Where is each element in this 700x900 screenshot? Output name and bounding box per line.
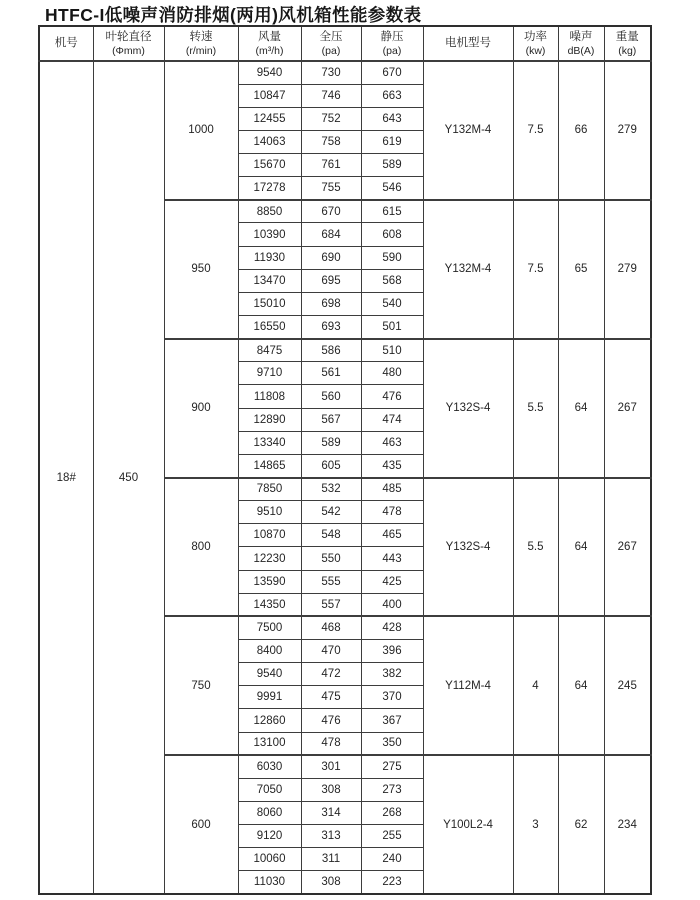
column-label: 重量 — [615, 30, 639, 43]
column-label: 电机型号 — [445, 37, 491, 49]
cell-air-volume: 9510 — [238, 501, 301, 524]
cell-static-pressure: 510 — [361, 339, 423, 362]
cell-motor-model: Y132S-4 — [423, 339, 513, 478]
cell-total-pressure: 695 — [301, 269, 361, 292]
cell-air-volume: 12455 — [238, 107, 301, 130]
cell-static-pressure: 663 — [361, 84, 423, 107]
cell-air-volume: 12890 — [238, 408, 301, 431]
performance-table — [38, 25, 652, 895]
column-unit: (Φmm) — [112, 44, 145, 57]
page-title: HTFC-I低噪声消防排烟(两用)风机箱性能参数表 — [45, 5, 422, 25]
cell-static-pressure: 240 — [361, 848, 423, 871]
cell-total-pressure: 746 — [301, 84, 361, 107]
cell-total-pressure: 586 — [301, 339, 361, 362]
column-label: 全压 — [319, 30, 343, 43]
cell-total-pressure: 698 — [301, 292, 361, 315]
cell-static-pressure: 428 — [361, 616, 423, 639]
column-unit: (pa) — [321, 44, 341, 57]
cell-speed: 1000 — [164, 61, 238, 200]
column-label: 功率 — [524, 30, 547, 43]
column-label: 噪声 — [569, 30, 593, 43]
cell-speed: 950 — [164, 200, 238, 339]
cell-total-pressure: 555 — [301, 570, 361, 593]
cell-static-pressure: 223 — [361, 871, 423, 894]
cell-air-volume: 9540 — [238, 663, 301, 686]
cell-noise: 64 — [558, 478, 604, 617]
cell-air-volume: 13470 — [238, 269, 301, 292]
cell-total-pressure: 693 — [301, 316, 361, 339]
cell-static-pressure: 608 — [361, 223, 423, 246]
cell-power: 5.5 — [513, 478, 558, 617]
column-header-speed — [164, 26, 238, 61]
cell-speed: 750 — [164, 616, 238, 755]
cell-air-volume: 7500 — [238, 616, 301, 639]
cell-air-volume: 9540 — [238, 61, 301, 84]
header-row — [39, 26, 651, 61]
cell-noise: 62 — [558, 755, 604, 894]
cell-motor-model: Y132M-4 — [423, 200, 513, 339]
cell-total-pressure: 311 — [301, 848, 361, 871]
cell-air-volume: 11808 — [238, 385, 301, 408]
cell-air-volume: 13100 — [238, 732, 301, 755]
column-header-motor-model — [423, 26, 513, 61]
cell-static-pressure: 367 — [361, 709, 423, 732]
cell-static-pressure: 478 — [361, 501, 423, 524]
cell-static-pressure: 370 — [361, 686, 423, 709]
cell-motor-model: Y132S-4 — [423, 478, 513, 617]
cell-total-pressure: 472 — [301, 663, 361, 686]
cell-total-pressure: 755 — [301, 177, 361, 200]
column-header-air-volume — [238, 26, 301, 61]
column-header-weight — [604, 26, 651, 61]
cell-air-volume: 13340 — [238, 431, 301, 454]
cell-total-pressure: 308 — [301, 871, 361, 894]
cell-air-volume: 8400 — [238, 640, 301, 663]
cell-weight: 234 — [604, 755, 651, 894]
cell-static-pressure: 546 — [361, 177, 423, 200]
column-header-static-pressure — [361, 26, 423, 61]
cell-total-pressure: 560 — [301, 385, 361, 408]
cell-total-pressure: 468 — [301, 616, 361, 639]
cell-air-volume: 10060 — [238, 848, 301, 871]
table-body — [39, 61, 651, 894]
column-label: 叶轮直径 — [105, 30, 152, 43]
cell-static-pressure: 463 — [361, 431, 423, 454]
cell-total-pressure: 752 — [301, 107, 361, 130]
cell-air-volume: 14063 — [238, 130, 301, 153]
cell-total-pressure: 589 — [301, 431, 361, 454]
cell-motor-model: Y100L2-4 — [423, 755, 513, 894]
cell-total-pressure: 761 — [301, 154, 361, 177]
cell-speed: 600 — [164, 755, 238, 894]
cell-total-pressure: 758 — [301, 130, 361, 153]
cell-air-volume: 9710 — [238, 362, 301, 385]
cell-noise: 66 — [558, 61, 604, 200]
cell-air-volume: 10870 — [238, 524, 301, 547]
cell-air-volume: 16550 — [238, 316, 301, 339]
cell-static-pressure: 350 — [361, 732, 423, 755]
column-unit: dB(A) — [567, 44, 595, 57]
column-header-impeller-diameter — [93, 26, 164, 61]
cell-static-pressure: 425 — [361, 570, 423, 593]
column-label: 静压 — [380, 30, 404, 43]
cell-total-pressure: 567 — [301, 408, 361, 431]
cell-motor-model: Y112M-4 — [423, 616, 513, 755]
cell-power: 3 — [513, 755, 558, 894]
cell-speed: 900 — [164, 339, 238, 478]
cell-total-pressure: 561 — [301, 362, 361, 385]
cell-total-pressure: 542 — [301, 501, 361, 524]
cell-air-volume: 8850 — [238, 200, 301, 223]
cell-power: 5.5 — [513, 339, 558, 478]
cell-static-pressure: 619 — [361, 130, 423, 153]
cell-static-pressure: 400 — [361, 593, 423, 616]
cell-impeller-diameter: 450 — [93, 61, 164, 894]
cell-static-pressure: 435 — [361, 454, 423, 477]
cell-total-pressure: 684 — [301, 223, 361, 246]
cell-static-pressure: 615 — [361, 200, 423, 223]
cell-total-pressure: 548 — [301, 524, 361, 547]
table-row — [39, 61, 651, 84]
cell-total-pressure: 550 — [301, 547, 361, 570]
column-unit: (m³/h) — [255, 44, 284, 57]
column-unit: (kw) — [525, 44, 546, 57]
cell-static-pressure: 540 — [361, 292, 423, 315]
cell-air-volume: 7850 — [238, 478, 301, 501]
cell-static-pressure: 255 — [361, 825, 423, 848]
cell-static-pressure: 643 — [361, 107, 423, 130]
column-unit: (pa) — [382, 44, 402, 57]
cell-air-volume: 11930 — [238, 246, 301, 269]
cell-power: 4 — [513, 616, 558, 755]
cell-static-pressure: 485 — [361, 478, 423, 501]
cell-air-volume: 15670 — [238, 154, 301, 177]
cell-power: 7.5 — [513, 200, 558, 339]
cell-static-pressure: 273 — [361, 778, 423, 801]
cell-total-pressure: 730 — [301, 61, 361, 84]
cell-static-pressure: 275 — [361, 755, 423, 778]
cell-weight: 245 — [604, 616, 651, 755]
cell-static-pressure: 382 — [361, 663, 423, 686]
cell-static-pressure: 568 — [361, 269, 423, 292]
column-header-power — [513, 26, 558, 61]
column-unit: (r/min) — [185, 44, 217, 57]
cell-speed: 800 — [164, 478, 238, 617]
cell-static-pressure: 590 — [361, 246, 423, 269]
cell-air-volume: 15010 — [238, 292, 301, 315]
cell-total-pressure: 476 — [301, 709, 361, 732]
cell-total-pressure: 605 — [301, 454, 361, 477]
cell-air-volume: 8060 — [238, 802, 301, 825]
cell-air-volume: 12230 — [238, 547, 301, 570]
cell-air-volume: 9120 — [238, 825, 301, 848]
cell-static-pressure: 589 — [361, 154, 423, 177]
cell-total-pressure: 308 — [301, 778, 361, 801]
cell-weight: 279 — [604, 61, 651, 200]
cell-air-volume: 13590 — [238, 570, 301, 593]
cell-power: 7.5 — [513, 61, 558, 200]
cell-air-volume: 7050 — [238, 778, 301, 801]
cell-weight: 267 — [604, 339, 651, 478]
cell-static-pressure: 443 — [361, 547, 423, 570]
cell-weight: 267 — [604, 478, 651, 617]
cell-total-pressure: 532 — [301, 478, 361, 501]
cell-static-pressure: 501 — [361, 316, 423, 339]
cell-air-volume: 9991 — [238, 686, 301, 709]
table-header — [39, 26, 651, 61]
cell-total-pressure: 478 — [301, 732, 361, 755]
cell-air-volume: 10390 — [238, 223, 301, 246]
cell-static-pressure: 465 — [361, 524, 423, 547]
column-label: 机号 — [54, 37, 78, 49]
cell-air-volume: 6030 — [238, 755, 301, 778]
cell-air-volume: 12860 — [238, 709, 301, 732]
column-header-total-pressure — [301, 26, 361, 61]
column-header-machine-no — [39, 26, 93, 61]
cell-total-pressure: 470 — [301, 640, 361, 663]
cell-total-pressure: 475 — [301, 686, 361, 709]
cell-air-volume: 8475 — [238, 339, 301, 362]
cell-total-pressure: 314 — [301, 802, 361, 825]
cell-machine-no: 18# — [39, 61, 93, 894]
column-label: 风量 — [258, 30, 281, 43]
cell-total-pressure: 557 — [301, 593, 361, 616]
cell-total-pressure: 301 — [301, 755, 361, 778]
cell-static-pressure: 268 — [361, 802, 423, 825]
cell-air-volume: 11030 — [238, 871, 301, 894]
cell-noise: 65 — [558, 200, 604, 339]
cell-static-pressure: 670 — [361, 61, 423, 84]
cell-static-pressure: 476 — [361, 385, 423, 408]
cell-air-volume: 14865 — [238, 454, 301, 477]
cell-motor-model: Y132M-4 — [423, 61, 513, 200]
column-header-noise — [558, 26, 604, 61]
cell-total-pressure: 690 — [301, 246, 361, 269]
cell-air-volume: 10847 — [238, 84, 301, 107]
cell-noise: 64 — [558, 339, 604, 478]
cell-noise: 64 — [558, 616, 604, 755]
cell-static-pressure: 480 — [361, 362, 423, 385]
cell-air-volume: 17278 — [238, 177, 301, 200]
cell-weight: 279 — [604, 200, 651, 339]
cell-static-pressure: 396 — [361, 640, 423, 663]
column-unit: (kg) — [618, 44, 637, 57]
cell-total-pressure: 670 — [301, 200, 361, 223]
cell-static-pressure: 474 — [361, 408, 423, 431]
column-label: 转速 — [189, 30, 213, 43]
cell-air-volume: 14350 — [238, 593, 301, 616]
cell-total-pressure: 313 — [301, 825, 361, 848]
